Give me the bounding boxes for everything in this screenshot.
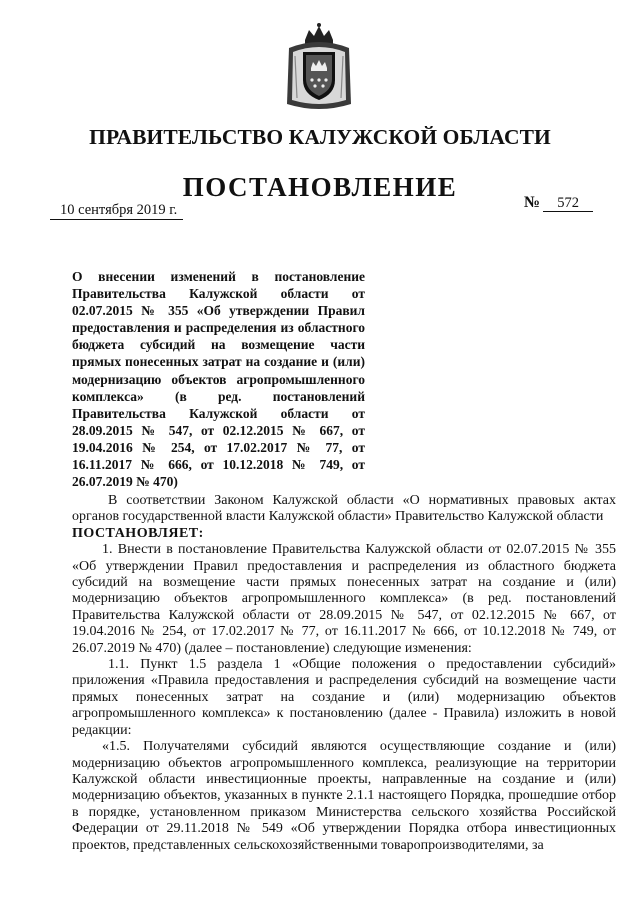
document-subject: О внесении изменений в постановление Правительства Калужской области от 02.07.2015 № 355 «Об утверждении Правил предоставления и распределения из областного бюджета субсидий на возмещение части прямых понесенных затрат на создание и (или) модернизацию объектов агропромышленного комплекса» (в ред. постановлений Правительства Калужской области от 28.09.2015 № 547, от 02.12.2015 № 667, от 19.04.2016 № 254, от 17.02.2017 № 77, от 16.11.2017 № 666, от 10.12.2018 № 749, от 26.07.2019 № 470): [72, 269, 365, 490]
document-number-value: 572: [543, 195, 593, 212]
document-body: [72, 493, 616, 854]
organization-title: ПРАВИТЕЛЬСТВО КАЛУЖСКОЙ ОБЛАСТИ: [89, 125, 551, 149]
quote-1-5-paragraph: «1.5. Получателями субсидий являются осуществляющие создание и (или) модернизацию объектов агропромышленного комплекса, реализующие на территории Калужской области инвестиционные проекты, направленные на создание и (или) модернизацию объектов, указанных в пункте 2.1.1 настоящего Порядка, прошедшие отбор в порядке, установленном приказом Министерства сельского хозяйства Российской Федерации от 29.11.2018 № 549 «Об утверждении Порядка отбора инвестиционных проектов, представленных сельскохозяйственными товаропроизводителями, за: [72, 739, 616, 853]
preamble-paragraph: В соответствии Законом Калужской области «О нормативных правовых актах органов государственной власти Калужской области» Правительство Калужской области: [72, 493, 616, 525]
document-type-heading: ПОСТАНОВЛЕНИЕ: [182, 172, 458, 202]
document-number-label: №: [524, 194, 541, 211]
document-number: [524, 194, 593, 212]
item-1-paragraph: 1. Внести в постановление Правительства Калужской области от 02.07.2015 № 355 «Об утверждении Правил предоставления и распределения из областного бюджета субсидий на возмещение части прямых понесенных затрат на создание и (или) модернизацию объектов агропромышленного комплекса» (в ред. постановлений Правительства Калужской области от 28.09.2015 № 547, от 02.12.2015 № 667, от 19.04.2016 № 254, от 17.02.2017 № 77, от 16.11.2017 № 666, от 10.12.2018 № 749, от 26.07.2019 № 470) (далее – постановление) следующие изменения:: [72, 542, 616, 656]
kaluga-coat-of-arms-icon: [283, 22, 355, 112]
item-1-1-paragraph: 1.1. Пункт 1.5 раздела 1 «Общие положения о предоставлении субсидий» приложения «Правила предоставления и распределения субсидий на возмещение части прямых понесенных затрат на создание и (или) модернизацию объектов агропромышленного комплекса» к постановлению (далее - Правила) изложить в новой редакции:: [72, 657, 616, 738]
document-date: 10 сентября 2019 г.: [50, 201, 183, 220]
decree-word: ПОСТАНОВЛЯЕТ:: [72, 525, 204, 541]
